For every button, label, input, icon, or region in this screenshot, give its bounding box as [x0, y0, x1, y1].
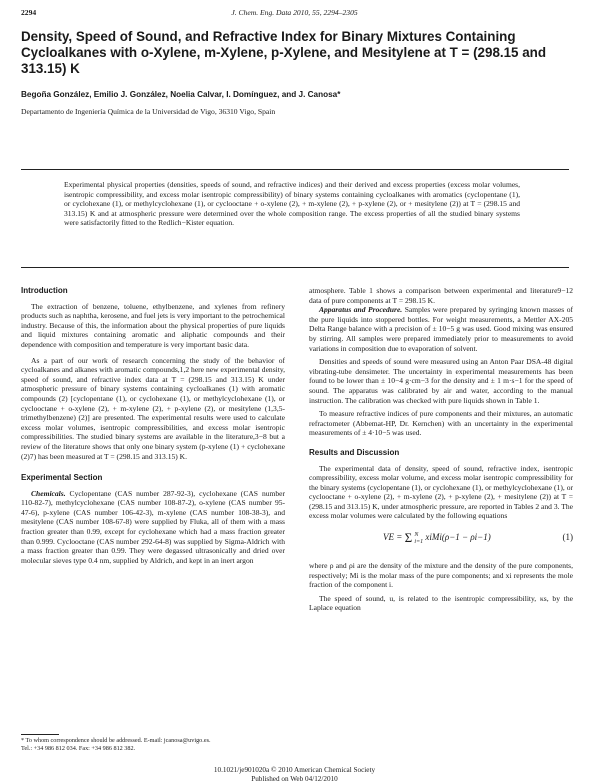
speed-of-sound-paragraph: The speed of sound, u, is related to the isentropic compressibility, κs, by the Laplace equation [309, 593, 573, 613]
abstract-top-rule [21, 169, 569, 170]
equation-explanation: where ρ and ρi are the density of the mixture and the density of the pure components, respectively; Mi is the molar mass of the pure components; and xi represents the mole fraction of the component i. [309, 561, 573, 590]
introduction-paragraph: The extraction of benzene, toluene, ethylbenzene, and xylenes from refinery products such as naphtha, kerosene, and fuel jets is very important to the petrochemical industry. Because of this, the information about the physical properties of pure liquids and liquid mixtures containing aromatic and aliphatic compounds and their dependence with composition and temperature is very important basic data. [21, 301, 285, 349]
refractive-index-paragraph: To measure refractive indices of pure components and their mixtures, an automatic refractometer (Abbemat-HP, Dr. Kernchen) with an uncertainty in the experimental measurements of ± 4·10−5 was used. [309, 409, 573, 438]
equation-lhs: VE = [383, 532, 403, 543]
footnote-phone: Tel.: +34 986 812 034. Fax: +34 986 812 382. [21, 744, 136, 752]
page-number: 2294 [21, 8, 37, 17]
chemicals-text: Cyclopentane (CAS number 287-92-3), cyclohexane (CAS number 110-82-7), methylcyclohexane (CAS number 108-87-2), o-xylene (CAS number 95-47-6), p-xylene (CAS number 106-42-3), m-xylene (CAS number 108-38-3), and mesitylene (CAS number 108-67-8) were supplied by Fluka, all of them with a mass fraction greater than 0.99, except for cyclohexane which had a mass fraction greater than 0.999. Cyclooctane (CAS number 292-64-8) was supplied by Sigma-Aldrich with a mass fraction greater than 0.99. They were degassed ultrasonically and dried over molecular sieves type 0.4 nm, supplied by Aldrich, and kept in an inert argon [21, 488, 285, 565]
chemicals-continued: atmosphere. Table 1 shows a comparison between experimental and literature9−12 data of pure components at T = 298.15 K. [309, 286, 573, 305]
correspondence-footnote [21, 737, 285, 752]
experimental-heading: Experimental Section [21, 473, 103, 483]
abstract: Experimental physical properties (densities, speeds of sound, and refractive indices) and their derived and excess properties (excess molar volumes, isentropic compressibility, and excess molar isentropic compressibility) of binary systems containing cycloalkanes with aromatics (cyclopentane (1), or cyclohexane (1), or methylcyclohexane (1), or cyclooctane + o-xylene (2), + m-xylene (2), + p-xylene (2), or + mesitylene (2)) at T = (298.15 and 313.15) K and at atmospheric pressure were determined over the whole composition range. The excess properties of all the studied binary systems were satisfactorily fitted to the Redlich−Kister equation. [64, 180, 520, 228]
results-heading: Results and Discussion [309, 447, 400, 457]
affiliation: Departamento de Ingeniería Química de la Universidad de Vigo, 36310 Vigo, Spain [21, 107, 276, 116]
introduction-heading: Introduction [21, 286, 68, 295]
apparatus-label: Apparatus and Procedure. [319, 305, 403, 315]
equation-body [383, 531, 491, 547]
equation-1 [309, 525, 573, 555]
journal-citation: J. Chem. Eng. Data 2010, 55, 2294–2305 [231, 8, 358, 17]
footnote-rule [21, 734, 59, 735]
chemicals-paragraph [21, 489, 285, 566]
right-column [309, 286, 573, 613]
article-title: Density, Speed of Sound, and Refractive Index for Binary Mixtures Containing Cycloalkanes with o-Xylene, m-Xylene, p-Xylene, and Mesitylene at T = (298.15 and 313.15) K [21, 29, 547, 77]
left-column [21, 286, 285, 565]
introduction-paragraph: As a part of our work of research concerning the study of the behavior of cycloalkanes and alkanes with aromatic compounds,1,2 here new experimental density, speed of sound, and refractive index data at T = (298.15 and 313.15) K under atmospheric pressure of binary systems containing cycloalkanes (1) with aromatic compounds (2) [cyclopentane (1), or cyclohexane (1), or methylcyclohexane (1), or cyclooctane + o-xylene (2), + m-xylene (2), + p-xylene (2), or mesitylene (1,3,5-trimethylbenzene) (2)] are presented. The experimental results were used to calculate excess molar volumes, isentropic compressibilities, and excess molar isentropic compressibilities. The studied binary systems are available in the literature,3−8 but a review of the literature shows that only one binary system (p-xylene (1) + cyclohexane (2)7) has been measured at T = (298.15 and 313.15) K. [21, 355, 285, 461]
author-list: Begoña González, Emilio J. González, Noelia Calvar, I. Domínguez, and J. Canosa* [21, 90, 341, 99]
summation-sign: Σ [404, 530, 413, 546]
abstract-bottom-rule [21, 267, 569, 268]
density-paragraph: Densities and speeds of sound were measured using an Anton Paar DSA-48 digital vibrating-tube densimeter. The uncertainty in experimental measurements has been found to be lower than ± 10−4 g·cm−3 for the density and ± 1 m·s−1 for the speed of sound. The apparatus was calibrated by air and water, according to the manual instruction. The calibration was checked with pure liquids shown in Table 1. [309, 357, 573, 405]
doi-copyright: 10.1021/je901020a © 2010 American Chemical Society [213, 766, 376, 774]
apparatus-paragraph [309, 305, 573, 353]
results-paragraph: The experimental data of density, speed of sound, refractive index, isentropic compressibility, excess molar volume, and excess molar isentropic compressibility for the binary systems (cyclopentane (1), or cyclohexane (1), or methylcyclohexane (1), or cyclooctane + o-xylene (2), + m-xylene (2), + p-xylene (2), + mesitylene (2)) at T = (298.15 and 313.15) K, under atmospheric pressure, are reported in Tables 2 and 3. The excess molar volumes were calculated by the following equations [309, 463, 573, 521]
footnote-email: * To whom correspondence should be addressed. E-mail: jcanosa@uvigo.es. [21, 737, 211, 744]
equation-number: (1) [562, 532, 573, 543]
equation-rhs: xiMi(ρ−1 − ρi−1) [425, 532, 491, 543]
summation-upper-limit: N [414, 532, 419, 539]
apparatus-text: Samples were prepared by syringing known masses of the pure liquids into stoppered bottles. For weight measurements, a Mettler AX-205 Delta Range balance with a precision of ± 10−5 g was used. Good mixing was ensured by stirring. All samples were prepared immediately prior to measurements to avoid variations in composition due to evaporation of solvent. [309, 305, 574, 353]
chemicals-label: Chemicals. [31, 488, 66, 498]
summation-lower-limit: i=1 [414, 538, 424, 545]
publication-date: Published on Web 04/12/2010 [251, 775, 338, 783]
